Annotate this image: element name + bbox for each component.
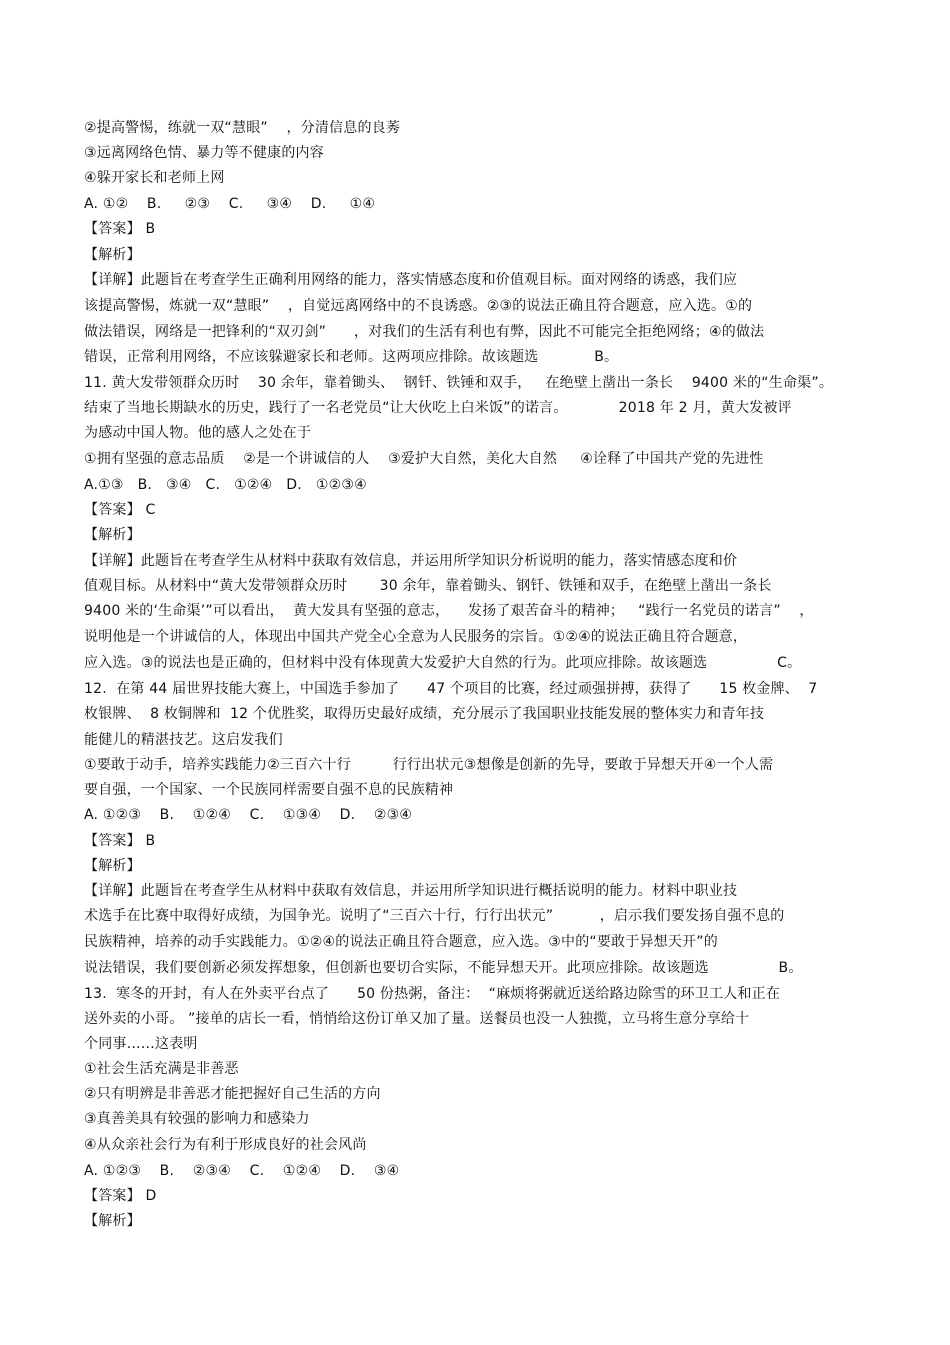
option-line: ④躲开家长和老师上网 <box>84 170 225 186</box>
option-line: ②只有明辨是非善恶才能把握好自己生活的方向 <box>84 1086 381 1102</box>
answer-label: 【答案】 B <box>84 833 156 849</box>
answer-label: 【答案】 B <box>84 221 156 237</box>
answer-choices: A. ①②③ B. ②③④ C. ①②④ D. ③④ <box>84 1163 400 1179</box>
question-line: 送外卖的小哥。 ”接单的店长一看，悄悄给这份订单又加了量。送餐员也没一人独揽，立马将生意分享给十 <box>84 1011 750 1027</box>
option-line: ①拥有坚强的意志品质 ②是一个讲诚信的人 ③爱护大自然，美化大自然 ④诠释了中国共产党的先进性 <box>84 451 764 467</box>
option-line: ④从众亲社会行为有利于形成良好的社会风尚 <box>84 1137 367 1153</box>
option-line: ①要敢于动手，培养实践能力②三百六十行 行行出状元③想像是创新的先导，要敢于异想天开④一个人需 <box>84 757 774 773</box>
question-line: 12. 在第 44 届世界技能大赛上，中国选手参加了 47 个项目的比赛，经过顽强拼搏，获得了 15 枚金牌、 7 <box>84 681 818 697</box>
question-line: 为感动中国人物。他的感人之处在于 <box>84 425 312 441</box>
explanation-line: 该提高警惕，炼就一双“慧眼” ，自觉远离网络中的不良诱惑。②③的说法正确且符合题意，应入选。①的 <box>84 298 753 314</box>
option-line: ②提高警惕，练就一双“慧眼” ，分清信息的良莠 <box>84 120 401 136</box>
analysis-label: 【解析】 <box>84 858 141 874</box>
explanation-line: 【详解】此题旨在考查学生从材料中获取有效信息，并运用所学知识分析说明的能力，落实情感态度和价 <box>84 553 738 569</box>
analysis-label: 【解析】 <box>84 1213 141 1229</box>
explanation-line: 说明他是一个讲诚信的人，体现出中国共产党全心全意为人民服务的宗旨。①②④的说法正确且符合题意， <box>84 629 748 645</box>
explanation-line: 值观目标。从材料中“黄大发带领群众历时 30 余年，靠着锄头、钢钎、铁锤和双手，在绝壁上凿出一条长 <box>84 578 772 594</box>
analysis-label: 【解析】 <box>84 247 141 263</box>
option-line: 要自强，一个国家、一个民族同样需要自强不息的民族精神 <box>84 782 454 798</box>
option-line: ①社会生活充满是非善恶 <box>84 1061 239 1077</box>
explanation-line: 术选手在比赛中取得好成绩，为国争光。说明了“三百六十行，行行出状元” ，启示我们要发扬自强不息的 <box>84 908 785 924</box>
question-line: 11. 黄大发带领群众历时 30 余年，靠着锄头、 钢钎、铁锤和双手， 在绝壁上凿出一条长 9400 米的“生命渠”。 <box>84 375 834 391</box>
answer-choices: A. ①② B. ②③ C. ③④ D. ①④ <box>84 196 376 212</box>
analysis-label: 【解析】 <box>84 527 141 543</box>
explanation-line: 民族精神，培养的动手实践能力。①②④的说法正确且符合题意，应入选。③中的“要敢于异想天开”的 <box>84 934 718 950</box>
explanation-line: 9400 米的‘生命渠’”可以看出， 黄大发具有坚强的意志， 发扬了艰苦奋斗的精神； “践行一名党员的诺言” ， <box>84 603 814 619</box>
question-line: 13. 寒冬的开封，有人在外卖平台点了 50 份热粥，备注： “麻烦将粥就近送给路边除雪的环卫工人和正在 <box>84 986 781 1002</box>
explanation-line: 【详解】此题旨在考查学生正确利用网络的能力，落实情感态度和价值观目标。面对网络的诱惑，我们应 <box>84 272 738 288</box>
question-line: 个同事……这表明 <box>84 1036 198 1052</box>
option-line: ③真善美具有较强的影响力和感染力 <box>84 1111 310 1127</box>
explanation-line: 说法错误，我们要创新必须发挥想象，但创新也要切合实际，不能异想天开。此项应排除。故该题选 B。 <box>84 960 803 976</box>
answer-label: 【答案】 D <box>84 1188 157 1204</box>
explanation-line: 错误，正常利用网络，不应该躲避家长和老师。这两项应排除。故该题选 B。 <box>84 349 619 365</box>
question-line: 结束了当地长期缺水的历史，践行了一名老党员“让大伙吃上白米饭”的诺言。 2018 年 2 月，黄大发被评 <box>84 400 792 416</box>
option-line: ③远离网络色情、暴力等不健康的内容 <box>84 145 324 161</box>
question-line: 能健儿的精湛技艺。这启发我们 <box>84 732 283 748</box>
explanation-line: 做法错误，网络是一把锋利的“双刃剑” ，对我们的生活有利也有弊，因此不可能完全拒绝网络；④的做法 <box>84 324 765 340</box>
answer-label: 【答案】 C <box>84 502 156 518</box>
answer-choices: A.①③ B. ③④ C. ①②④ D. ①②③④ <box>84 477 367 493</box>
explanation-line: 【详解】此题旨在考查学生从材料中获取有效信息，并运用所学知识进行概括说明的能力。材料中职业技 <box>84 883 738 899</box>
explanation-line: 应入选。③的说法也是正确的，但材料中没有体现黄大发爱护大自然的行为。此项应排除。故该题选 C。 <box>84 655 802 671</box>
answer-choices: A. ①②③ B. ①②④ C. ①③④ D. ②③④ <box>84 807 413 823</box>
question-line: 枚银牌、 8 枚铜牌和 12 个优胜奖，取得历史最好成绩，充分展示了我国职业技能发展的整体实力和青年技 <box>84 706 765 722</box>
